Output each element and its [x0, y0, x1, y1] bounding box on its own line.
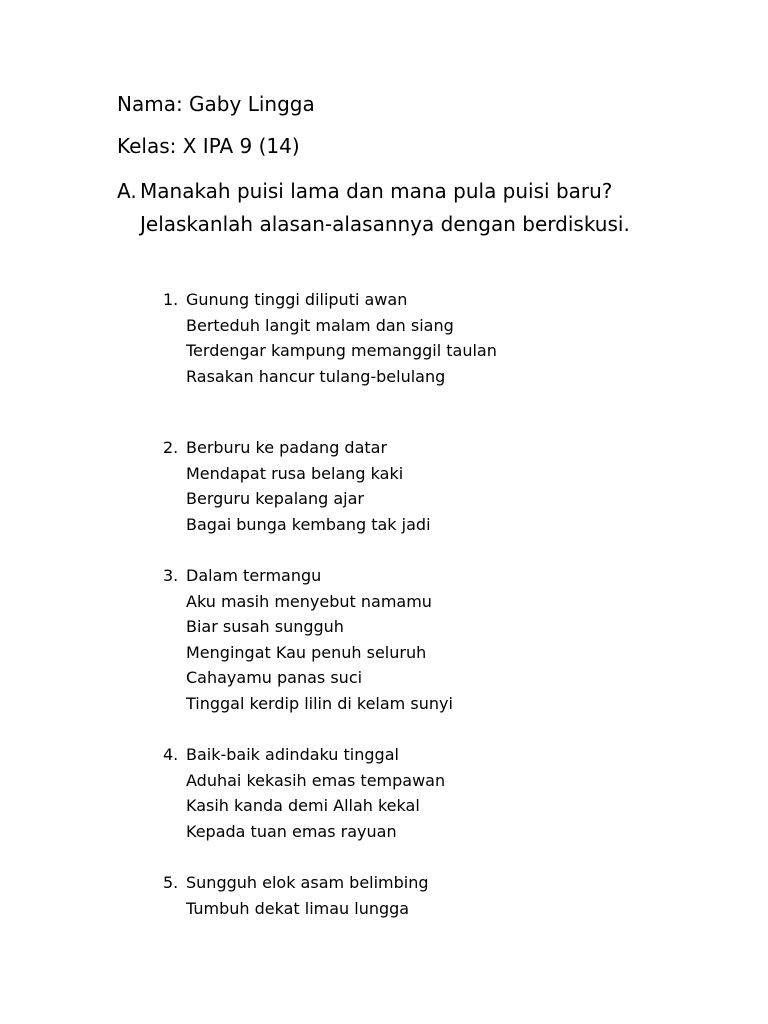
- question-line: Jelaskanlah alasan-alasannya dengan berdiskusi.: [140, 212, 630, 236]
- poem-line: Kasih kanda demi Allah kekal: [186, 796, 420, 815]
- question-a: [117, 175, 737, 241]
- poem-line: Berteduh langit malam dan siang: [186, 315, 454, 335]
- poem-line: Mendapat rusa belang kaki: [186, 463, 404, 483]
- poem-line: Aku masih menyebut namamu: [186, 591, 432, 611]
- poem-number: 2.: [163, 438, 179, 457]
- question-marker: A.: [117, 179, 137, 203]
- poem-item-2: [163, 435, 431, 537]
- poem-line: Biar susah sungguh: [186, 617, 344, 636]
- poem-number: 5.: [163, 873, 179, 892]
- student-name: Nama: Gaby Lingga: [117, 92, 315, 116]
- poem-line: Gunung tinggi diliputi awan: [186, 290, 408, 309]
- poem-number: 1.: [163, 290, 179, 309]
- poem-line: Kepada tuan emas rayuan: [186, 821, 397, 841]
- poem-line: Berguru kepalang ajar: [186, 489, 364, 508]
- poem-line: Sungguh elok asam belimbing: [186, 873, 429, 892]
- poem-item-1: [163, 287, 497, 389]
- poem-item-4: [163, 742, 445, 844]
- poem-line: Aduhai kekasih emas tempawan: [186, 770, 446, 790]
- poem-line: Cahayamu panas suci: [186, 668, 363, 687]
- poem-line: Tumbuh dekat limau lungga: [186, 898, 410, 918]
- poem-line: Berburu ke padang datar: [186, 438, 388, 457]
- poem-line: Bagai bunga kembang tak jadi: [186, 514, 431, 534]
- poem-line: Dalam termangu: [186, 566, 322, 585]
- poem-line: Baik-baik adindaku tinggal: [186, 745, 399, 764]
- student-class: Kelas: X IPA 9 (14): [117, 134, 300, 158]
- poem-line: Tinggal kerdip lilin di kelam sunyi: [186, 693, 453, 713]
- poem-item-3: [163, 563, 453, 716]
- poem-line: Rasakan hancur tulang-belulang: [186, 366, 446, 386]
- poem-number: 4.: [163, 745, 179, 764]
- poem-line: Mengingat Kau penuh seluruh: [186, 642, 427, 662]
- poem-item-5: [163, 870, 429, 921]
- question-line: Manakah puisi lama dan mana pula puisi baru?: [140, 179, 613, 203]
- poem-line: Terdengar kampung memanggil taulan: [186, 341, 497, 360]
- poem-number: 3.: [163, 566, 179, 585]
